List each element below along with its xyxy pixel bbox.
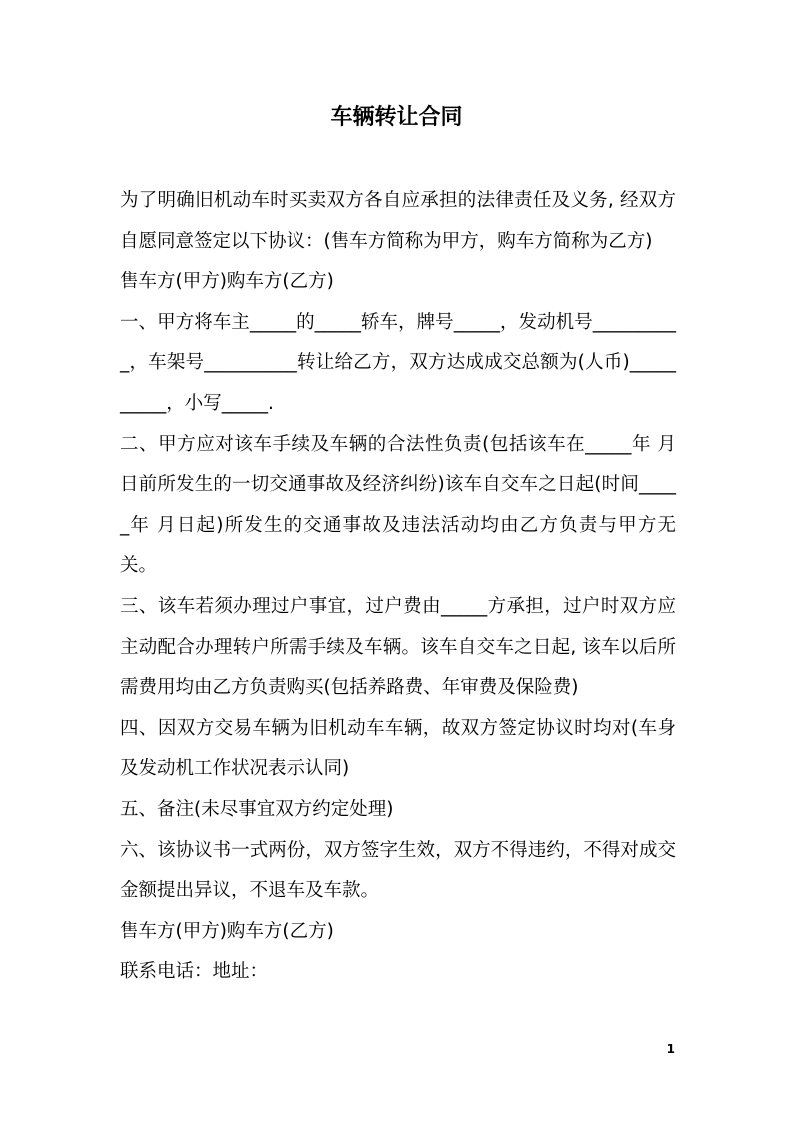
page-number: 1 — [666, 1042, 675, 1056]
clause-5: 五、备注(未尽事宜双方约定处理) — [120, 798, 394, 820]
clause-2: 二、甲方应对该车手续及车辆的合法性负责(包括该车在_____年 月日前所发生的一切交通事故及经济纠纷)该车自交车之日起(时间_____年 月日起)所发生的交通事故及违法活动均由乙方负责与甲方无关。 — [120, 433, 676, 577]
signature-parties-line: 售车方(甲方)购车方(乙方) — [120, 920, 334, 942]
document-title: 车辆转让合同 — [330, 105, 463, 130]
clause-6: 六、该协议书一式两份，双方签字生效，双方不得违约，不得对成交金额提出异议，不退车及车款。 — [120, 839, 676, 902]
clause-3: 三、该车若须办理过户事宜，过户费由_____方承担，过户时双方应主动配合办理转户所需手续及车辆。该车自交车之日起, 该车以后所需费用均由乙方负责购买(包括养路费、年审费及保险费) — [120, 595, 676, 699]
parties-line: 售车方(甲方)购车方(乙方) — [120, 271, 334, 293]
document-body — [120, 181, 676, 993]
clause-1: 一、甲方将车主_____的_____轿车，牌号_____，发动机号__________，车架号__________转让给乙方，双方达成成交总额为(人币)__________，小写_____. — [120, 311, 676, 414]
intro-paragraph: 为了明确旧机动车时买卖双方各自应承担的法律责任及义务, 经双方自愿同意签定以下协议：(售车方简称为甲方，购车方简称为乙方) — [120, 190, 676, 252]
contact-line: 联系电话：地址： — [120, 961, 269, 983]
clause-4: 四、因双方交易车辆为旧机动车车辆，故双方签定协议时均对(车身及发动机工作状况表示认同) — [120, 717, 676, 780]
